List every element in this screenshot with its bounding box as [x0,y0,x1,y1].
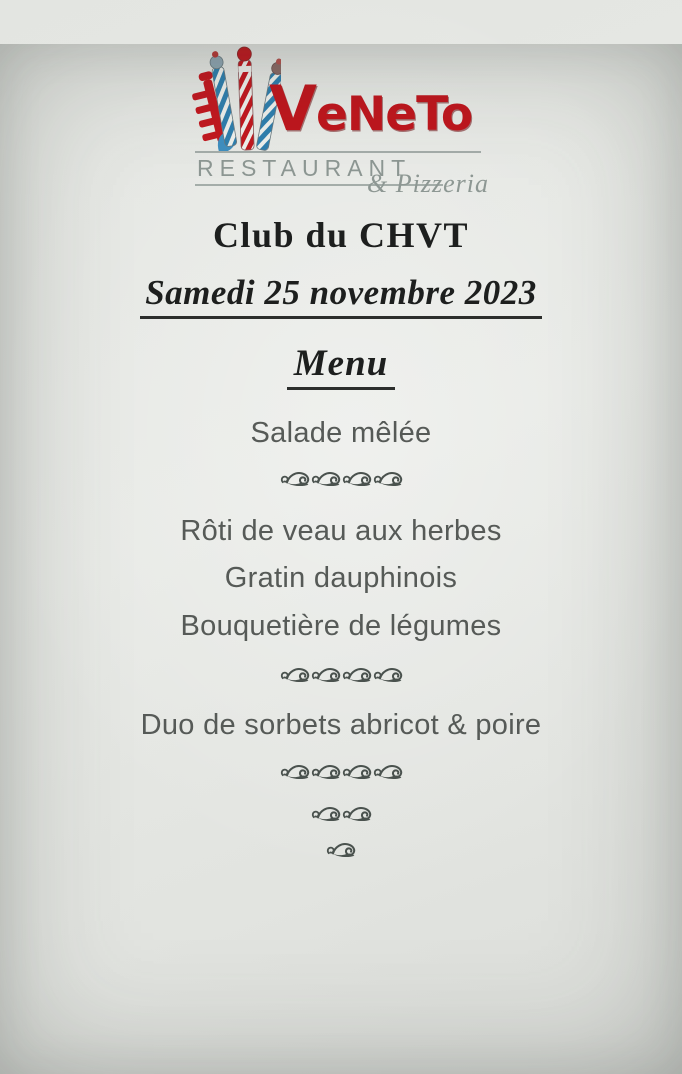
starter-dish: Salade mêlée [250,417,432,449]
restaurant-logo [195,44,489,198]
flourish-divider [0,803,682,825]
club-title: Club du CHVT [212,215,470,255]
flourish-icon [280,761,310,781]
flourish-icon [280,468,310,488]
flourish-icon [342,664,372,684]
flourish-icon [342,803,372,823]
brand-wordmark: VeNeTo [269,72,473,145]
dessert-dish: Duo de sorbets abricot & poire [140,709,542,741]
main-dish-3: Bouquetière de légumes [180,610,502,642]
event-date: Samedi 25 novembre 2023 [140,273,542,319]
flourish-icon [342,468,372,488]
main-dish-2: Gratin dauphinois [224,562,458,594]
flourish-icon [342,761,372,781]
flourish-icon [280,664,310,684]
restaurant-label: RESTAURANT [195,156,443,186]
flourish-divider [0,468,682,490]
flourish-divider [0,839,682,861]
menu-card [0,44,682,1074]
flourish-icon [326,839,356,859]
flourish-divider [0,761,682,783]
main-dish-1: Rôti de veau aux herbes [180,515,502,547]
flourish-icon [311,761,341,781]
flourish-icon [311,803,341,823]
menu-title: Menu [287,342,395,390]
pizzeria-label: & Pizzeria [367,169,489,198]
restaurant-subtitle [195,151,489,198]
flourish-icon [311,468,341,488]
flourish-divider [0,664,682,686]
flourish-icon [311,664,341,684]
flourish-icon [373,468,403,488]
flourish-icon [373,761,403,781]
venetian-poles-icon [189,44,281,162]
flourish-icon [373,664,403,684]
